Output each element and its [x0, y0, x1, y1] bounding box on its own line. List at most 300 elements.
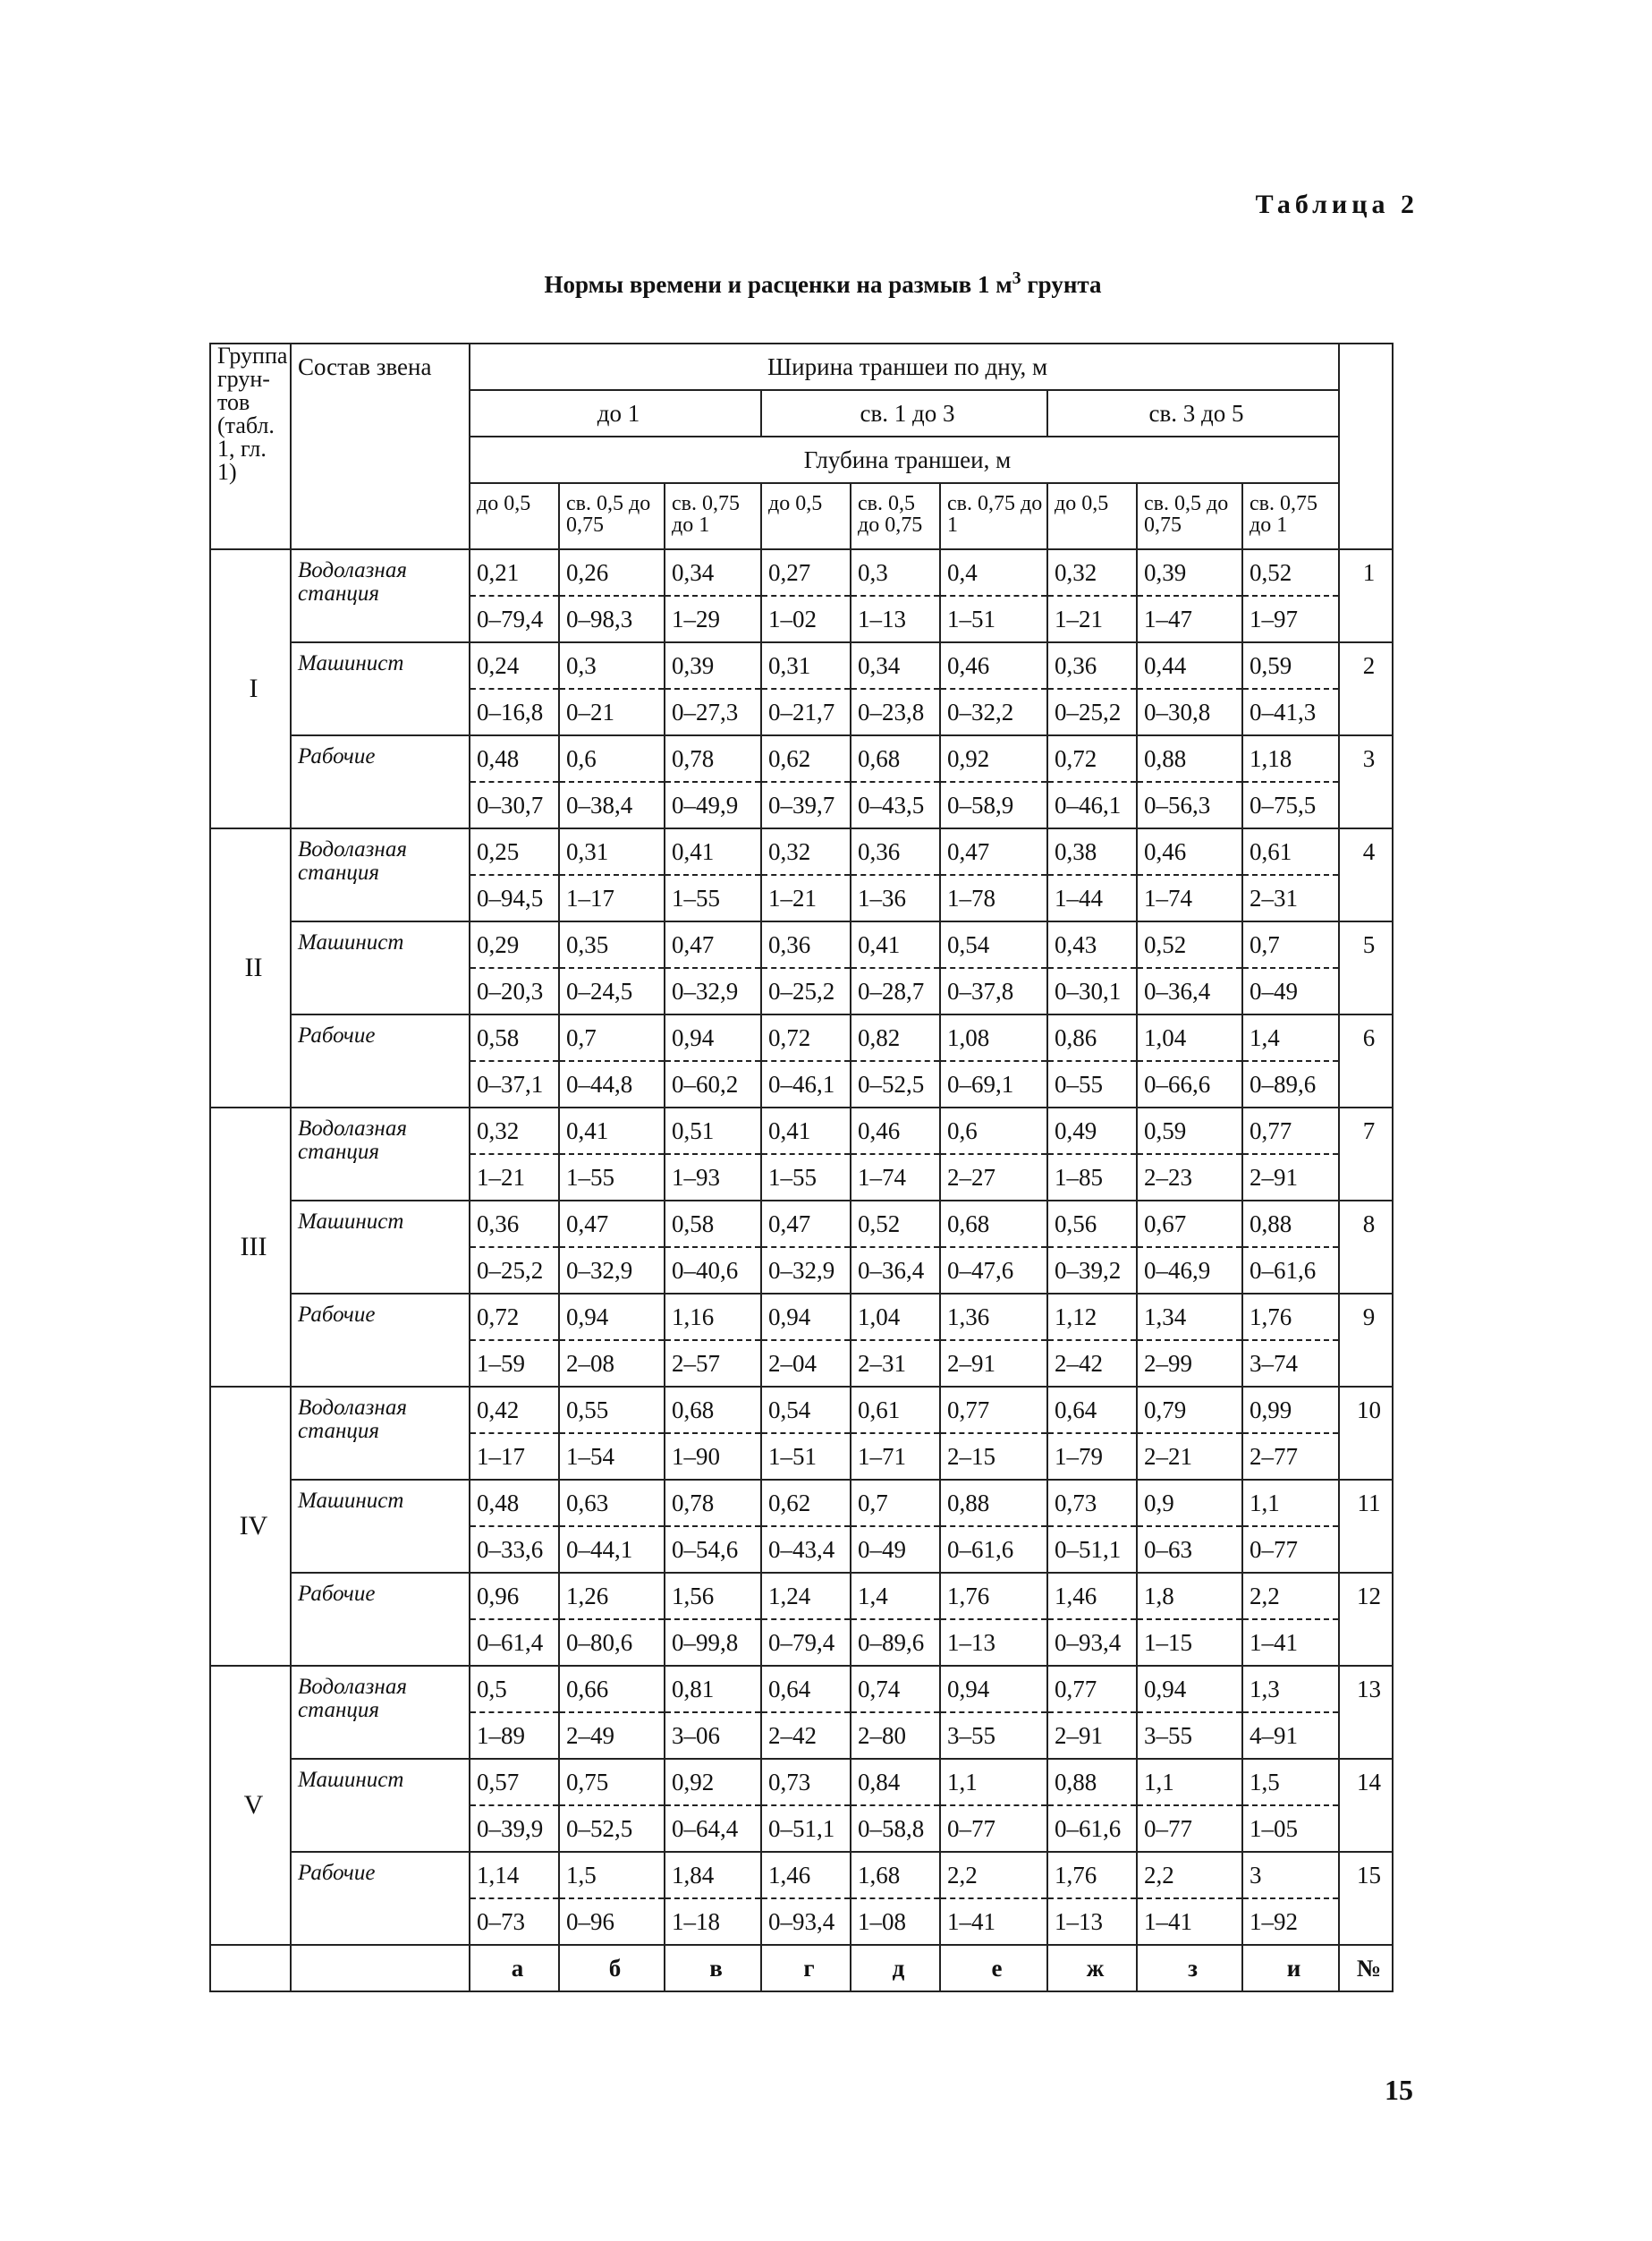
rate-value: 0–25,2 [470, 1247, 559, 1294]
time-norm-value: 3 [1242, 1852, 1339, 1898]
time-norm-value: 0,64 [1047, 1387, 1137, 1433]
time-norm-value: 0,48 [470, 1480, 559, 1526]
time-norm-value: 1,36 [940, 1294, 1047, 1340]
rate-value: 0–51,1 [1047, 1526, 1137, 1573]
rate-value: 2–04 [761, 1340, 851, 1387]
header-crew-column: Состав звена [291, 344, 470, 549]
time-norm-value: 0,52 [851, 1201, 940, 1247]
rate-value: 0–89,6 [851, 1619, 940, 1666]
time-norm-value: 0,4 [940, 549, 1047, 596]
header-width-title: Ширина траншеи по дну, м [470, 344, 1339, 390]
rate-value: 0–23,8 [851, 689, 940, 735]
time-norm-value: 1,5 [1242, 1759, 1339, 1805]
time-norm-value: 0,32 [1047, 549, 1137, 596]
time-norm-value: 0,86 [1047, 1014, 1137, 1061]
rate-value: 0–79,4 [470, 596, 559, 642]
crew-name: Рабочие [291, 1014, 470, 1108]
rate-value: 0–47,6 [940, 1247, 1047, 1294]
column-letter: и [1242, 1945, 1339, 1991]
time-norm-value: 0,82 [851, 1014, 940, 1061]
time-norm-value: 0,92 [665, 1759, 761, 1805]
table-row-norms [210, 1294, 1393, 1340]
time-norm-value: 0,6 [940, 1108, 1047, 1154]
row-number: 8 [1339, 1201, 1393, 1294]
time-norm-value: 0,32 [470, 1108, 559, 1154]
header-depth-range: св. 0,75 до 1 [665, 483, 761, 549]
rate-value: 1–93 [665, 1154, 761, 1201]
time-norm-value: 0,58 [470, 1014, 559, 1061]
time-norm-value: 0,88 [1242, 1201, 1339, 1247]
column-letter: в [665, 1945, 761, 1991]
time-norm-value: 1,1 [1137, 1759, 1242, 1805]
time-norm-value: 0,52 [1242, 549, 1339, 596]
rate-value: 1–44 [1047, 875, 1137, 921]
rate-value: 1–02 [761, 596, 851, 642]
rate-value: 1–71 [851, 1433, 940, 1480]
time-norm-value: 0,57 [470, 1759, 559, 1805]
table-row-norms [210, 549, 1393, 596]
rate-value: 3–55 [940, 1712, 1047, 1759]
rate-value: 2–08 [559, 1340, 665, 1387]
rate-value: 1–21 [1047, 596, 1137, 642]
time-norm-value: 1,34 [1137, 1294, 1242, 1340]
rate-value: 1–41 [1137, 1898, 1242, 1945]
time-norm-value: 0,99 [1242, 1387, 1339, 1433]
crew-name: Водолазная станция [291, 828, 470, 921]
crew-name: Водолазная станция [291, 1387, 470, 1480]
table-number-label: Таблица 2 [1255, 190, 1419, 219]
rate-value: 1–13 [940, 1619, 1047, 1666]
time-norm-value: 0,94 [1137, 1666, 1242, 1712]
rate-value: 0–55 [1047, 1061, 1137, 1108]
time-norm-value: 0,64 [761, 1666, 851, 1712]
row-number: 4 [1339, 828, 1393, 921]
rate-value: 0–61,6 [1047, 1805, 1137, 1852]
header-depth-range: св. 0,5 до 0,75 [559, 483, 665, 549]
column-letters-blank-group [210, 1945, 291, 1991]
rate-value: 0–93,4 [1047, 1619, 1137, 1666]
rate-value: 0–46,1 [1047, 782, 1137, 828]
rate-value: 1–89 [470, 1712, 559, 1759]
rate-value: 1–55 [559, 1154, 665, 1201]
time-norm-value: 0,36 [761, 921, 851, 968]
rate-value: 0–32,9 [761, 1247, 851, 1294]
rate-value: 0–24,5 [559, 968, 665, 1014]
table-caption [376, 268, 1270, 299]
time-norm-value: 1,84 [665, 1852, 761, 1898]
time-norm-value: 0,52 [1137, 921, 1242, 968]
rate-value: 0–32,9 [559, 1247, 665, 1294]
header-depth-range: до 0,5 [761, 483, 851, 549]
time-norm-value: 0,42 [470, 1387, 559, 1433]
norms-table [209, 343, 1394, 1992]
rate-value: 1–92 [1242, 1898, 1339, 1945]
rate-value: 0–32,9 [665, 968, 761, 1014]
rate-value: 0–79,4 [761, 1619, 851, 1666]
rate-value: 0–77 [1242, 1526, 1339, 1573]
crew-name: Водолазная станция [291, 549, 470, 642]
header-row-width-title [210, 344, 1393, 390]
time-norm-value: 0,43 [1047, 921, 1137, 968]
time-norm-value: 0,29 [470, 921, 559, 968]
rate-value: 2–91 [1242, 1154, 1339, 1201]
rate-value: 2–42 [761, 1712, 851, 1759]
table-row-norms [210, 735, 1393, 782]
rate-value: 1–97 [1242, 596, 1339, 642]
rate-value: 0–16,8 [470, 689, 559, 735]
time-norm-value: 0,3 [851, 549, 940, 596]
soil-group-label: V [210, 1666, 291, 1945]
time-norm-value: 0,88 [1137, 735, 1242, 782]
time-norm-value: 0,31 [761, 642, 851, 689]
rate-value: 1–15 [1137, 1619, 1242, 1666]
time-norm-value: 1,18 [1242, 735, 1339, 782]
rate-value: 2–23 [1137, 1154, 1242, 1201]
rate-value: 0–77 [940, 1805, 1047, 1852]
table-row-norms [210, 1759, 1393, 1805]
rate-value: 2–91 [940, 1340, 1047, 1387]
rate-value: 2–49 [559, 1712, 665, 1759]
time-norm-value: 0,63 [559, 1480, 665, 1526]
time-norm-value: 0,36 [470, 1201, 559, 1247]
time-norm-value: 0,51 [665, 1108, 761, 1154]
rate-value: 0–56,3 [1137, 782, 1242, 828]
column-letter: ж [1047, 1945, 1137, 1991]
time-norm-value: 0,94 [940, 1666, 1047, 1712]
time-norm-value: 1,04 [1137, 1014, 1242, 1061]
column-letter: г [761, 1945, 851, 1991]
time-norm-value: 0,55 [559, 1387, 665, 1433]
rate-value: 0–20,3 [470, 968, 559, 1014]
rate-value: 1–74 [851, 1154, 940, 1201]
time-norm-value: 1,76 [1242, 1294, 1339, 1340]
time-norm-value: 0,41 [559, 1108, 665, 1154]
crew-name: Машинист [291, 1201, 470, 1294]
time-norm-value: 1,12 [1047, 1294, 1137, 1340]
header-width-range: до 1 [470, 390, 761, 437]
time-norm-value: 0,46 [851, 1108, 940, 1154]
time-norm-value: 0,61 [851, 1387, 940, 1433]
rate-value: 2–80 [851, 1712, 940, 1759]
rate-value: 0–98,3 [559, 596, 665, 642]
column-letter: а [470, 1945, 559, 1991]
rate-value: 0–66,6 [1137, 1061, 1242, 1108]
time-norm-value: 0,47 [940, 828, 1047, 875]
rate-value: 0–58,8 [851, 1805, 940, 1852]
time-norm-value: 0,78 [665, 1480, 761, 1526]
rate-value: 2–99 [1137, 1340, 1242, 1387]
time-norm-value: 0,41 [665, 828, 761, 875]
time-norm-value: 0,44 [1137, 642, 1242, 689]
rate-value: 0–93,4 [761, 1898, 851, 1945]
time-norm-value: 0,46 [1137, 828, 1242, 875]
rate-value: 0–40,6 [665, 1247, 761, 1294]
time-norm-value: 0,47 [559, 1201, 665, 1247]
time-norm-value: 1,1 [940, 1759, 1047, 1805]
time-norm-value: 1,46 [761, 1852, 851, 1898]
page-number: 15 [1385, 2074, 1413, 2106]
time-norm-value: 0,25 [470, 828, 559, 875]
rate-value: 0–39,2 [1047, 1247, 1137, 1294]
rate-value: 2–31 [851, 1340, 940, 1387]
time-norm-value: 1,68 [851, 1852, 940, 1898]
time-norm-value: 0,54 [940, 921, 1047, 968]
crew-name: Рабочие [291, 1573, 470, 1666]
time-norm-value: 0,73 [1047, 1480, 1137, 1526]
time-norm-value: 0,73 [761, 1759, 851, 1805]
time-norm-value: 0,59 [1242, 642, 1339, 689]
rate-value: 0–37,1 [470, 1061, 559, 1108]
rate-value: 0–54,6 [665, 1526, 761, 1573]
rate-value: 0–39,9 [470, 1805, 559, 1852]
table-row-norms [210, 828, 1393, 875]
time-norm-value: 1,46 [1047, 1573, 1137, 1619]
rate-value: 0–61,4 [470, 1619, 559, 1666]
rate-value: 0–25,2 [761, 968, 851, 1014]
time-norm-value: 0,62 [761, 735, 851, 782]
rate-value: 1–13 [1047, 1898, 1137, 1945]
header-width-range: св. 1 до 3 [761, 390, 1047, 437]
rate-value: 1–78 [940, 875, 1047, 921]
rate-value: 1–55 [761, 1154, 851, 1201]
rate-value: 0–25,2 [1047, 689, 1137, 735]
time-norm-value: 0,94 [761, 1294, 851, 1340]
rate-value: 0–21,7 [761, 689, 851, 735]
rate-value: 0–36,4 [1137, 968, 1242, 1014]
time-norm-value: 0,32 [761, 828, 851, 875]
rate-value: 3–06 [665, 1712, 761, 1759]
table-row-norms [210, 1666, 1393, 1712]
time-norm-value: 0,75 [559, 1759, 665, 1805]
header-depth-range: св. 0,75 до 1 [940, 483, 1047, 549]
rate-value: 0–28,7 [851, 968, 940, 1014]
time-norm-value: 0,36 [851, 828, 940, 875]
caption-superscript: 3 [1012, 268, 1021, 288]
rate-value: 1–74 [1137, 875, 1242, 921]
crew-name: Машинист [291, 921, 470, 1014]
time-norm-value: 0,47 [665, 921, 761, 968]
rate-value: 0–64,4 [665, 1805, 761, 1852]
time-norm-value: 0,24 [470, 642, 559, 689]
time-norm-value: 0,68 [940, 1201, 1047, 1247]
rate-value: 1–51 [761, 1433, 851, 1480]
row-number: 2 [1339, 642, 1393, 735]
time-norm-value: 0,77 [1242, 1108, 1339, 1154]
table-row-norms [210, 642, 1393, 689]
row-number: 12 [1339, 1573, 1393, 1666]
header-depth-range: св. 0,5 до 0,75 [1137, 483, 1242, 549]
rate-value: 0–60,2 [665, 1061, 761, 1108]
time-norm-value: 0,72 [470, 1294, 559, 1340]
time-norm-value: 1,04 [851, 1294, 940, 1340]
time-norm-value: 0,68 [851, 735, 940, 782]
rate-value: 0–52,5 [851, 1061, 940, 1108]
rate-value: 0–46,9 [1137, 1247, 1242, 1294]
rate-value: 0–38,4 [559, 782, 665, 828]
time-norm-value: 0,7 [851, 1480, 940, 1526]
time-norm-value: 0,68 [665, 1387, 761, 1433]
time-norm-value: 0,58 [665, 1201, 761, 1247]
rate-value: 2–27 [940, 1154, 1047, 1201]
rate-value: 2–31 [1242, 875, 1339, 921]
rate-value: 0–58,9 [940, 782, 1047, 828]
time-norm-value: 0,21 [470, 549, 559, 596]
rate-value: 1–21 [470, 1154, 559, 1201]
time-norm-value: 0,74 [851, 1666, 940, 1712]
soil-group-label: IV [210, 1387, 291, 1666]
rate-value: 0–96 [559, 1898, 665, 1945]
time-norm-value: 2,2 [1242, 1573, 1339, 1619]
rate-value: 0–32,2 [940, 689, 1047, 735]
rate-value: 1–41 [1242, 1619, 1339, 1666]
time-norm-value: 0,35 [559, 921, 665, 968]
rate-value: 1–90 [665, 1433, 761, 1480]
header-width-range: св. 3 до 5 [1047, 390, 1339, 437]
row-number: 14 [1339, 1759, 1393, 1852]
time-norm-value: 0,94 [665, 1014, 761, 1061]
row-number: 1 [1339, 549, 1393, 642]
rate-value: 1–17 [470, 1433, 559, 1480]
time-norm-value: 0,7 [1242, 921, 1339, 968]
rate-value: 0–30,8 [1137, 689, 1242, 735]
time-norm-value: 0,92 [940, 735, 1047, 782]
time-norm-value: 1,76 [1047, 1852, 1137, 1898]
rate-value: 1–55 [665, 875, 761, 921]
rate-value: 1–08 [851, 1898, 940, 1945]
column-letters-row [210, 1945, 1393, 1991]
rate-value: 1–17 [559, 875, 665, 921]
crew-name: Машинист [291, 1759, 470, 1852]
crew-name: Машинист [291, 642, 470, 735]
time-norm-value: 0,26 [559, 549, 665, 596]
row-number: 11 [1339, 1480, 1393, 1573]
rate-value: 0–51,1 [761, 1805, 851, 1852]
rate-value: 0–43,5 [851, 782, 940, 828]
time-norm-value: 0,49 [1047, 1108, 1137, 1154]
rate-value: 0–94,5 [470, 875, 559, 921]
time-norm-value: 2,2 [940, 1852, 1047, 1898]
time-norm-value: 0,94 [559, 1294, 665, 1340]
rate-value: 1–51 [940, 596, 1047, 642]
time-norm-value: 0,41 [851, 921, 940, 968]
rate-value: 1–05 [1242, 1805, 1339, 1852]
row-number: 7 [1339, 1108, 1393, 1201]
time-norm-value: 0,9 [1137, 1480, 1242, 1526]
rate-value: 4–91 [1242, 1712, 1339, 1759]
caption-tail: грунта [1021, 271, 1102, 298]
time-norm-value: 0,38 [1047, 828, 1137, 875]
header-depth-range: св. 0,75 до 1 [1242, 483, 1339, 549]
row-number: 5 [1339, 921, 1393, 1014]
header-group-column: Группа грун- тов (табл. 1, гл. 1) [210, 344, 291, 549]
time-norm-value: 0,39 [665, 642, 761, 689]
time-norm-value: 0,81 [665, 1666, 761, 1712]
rate-value: 0–61,6 [1242, 1247, 1339, 1294]
rate-value: 0–33,6 [470, 1526, 559, 1573]
rate-value: 1–36 [851, 875, 940, 921]
rate-value: 0–30,1 [1047, 968, 1137, 1014]
rate-value: 0–69,1 [940, 1061, 1047, 1108]
header-row-number-column [1339, 344, 1393, 549]
crew-name: Рабочие [291, 1852, 470, 1945]
rate-value: 0–44,8 [559, 1061, 665, 1108]
rate-value: 2–21 [1137, 1433, 1242, 1480]
rate-value: 0–61,6 [940, 1526, 1047, 1573]
time-norm-value: 0,56 [1047, 1201, 1137, 1247]
rate-value: 3–74 [1242, 1340, 1339, 1387]
time-norm-value: 1,56 [665, 1573, 761, 1619]
table-row-norms [210, 1014, 1393, 1061]
time-norm-value: 2,2 [1137, 1852, 1242, 1898]
table-row-norms [210, 1480, 1393, 1526]
rate-value: 1–13 [851, 596, 940, 642]
row-number: 15 [1339, 1852, 1393, 1945]
rate-value: 0–44,1 [559, 1526, 665, 1573]
rate-value: 1–21 [761, 875, 851, 921]
rate-value: 0–37,8 [940, 968, 1047, 1014]
time-norm-value: 0,79 [1137, 1387, 1242, 1433]
rate-value: 3–55 [1137, 1712, 1242, 1759]
rate-value: 0–80,6 [559, 1619, 665, 1666]
table-row-norms [210, 921, 1393, 968]
time-norm-value: 1,4 [851, 1573, 940, 1619]
crew-name: Машинист [291, 1480, 470, 1573]
rate-value: 1–54 [559, 1433, 665, 1480]
rate-value: 0–52,5 [559, 1805, 665, 1852]
time-norm-value: 0,61 [1242, 828, 1339, 875]
caption-text: Нормы времени и расценки на размыв 1 м [544, 271, 1012, 298]
soil-group-label: II [210, 828, 291, 1108]
row-number: 9 [1339, 1294, 1393, 1387]
crew-name: Водолазная станция [291, 1108, 470, 1201]
crew-name: Рабочие [291, 1294, 470, 1387]
row-number: 13 [1339, 1666, 1393, 1759]
time-norm-value: 1,26 [559, 1573, 665, 1619]
time-norm-value: 1,3 [1242, 1666, 1339, 1712]
table-body [210, 549, 1393, 1991]
rate-value: 1–29 [665, 596, 761, 642]
time-norm-value: 1,8 [1137, 1573, 1242, 1619]
time-norm-value: 1,5 [559, 1852, 665, 1898]
time-norm-value: 0,67 [1137, 1201, 1242, 1247]
rate-value: 1–18 [665, 1898, 761, 1945]
time-norm-value: 0,72 [761, 1014, 851, 1061]
rate-value: 2–57 [665, 1340, 761, 1387]
time-norm-value: 0,88 [940, 1480, 1047, 1526]
column-letter: з [1137, 1945, 1242, 1991]
row-number: 6 [1339, 1014, 1393, 1108]
rate-value: 0–49,9 [665, 782, 761, 828]
time-norm-value: 0,66 [559, 1666, 665, 1712]
time-norm-value: 0,88 [1047, 1759, 1137, 1805]
column-letter: д [851, 1945, 940, 1991]
rate-value: 1–41 [940, 1898, 1047, 1945]
table-row-norms [210, 1573, 1393, 1619]
time-norm-value: 0,77 [1047, 1666, 1137, 1712]
rate-value: 0–49 [1242, 968, 1339, 1014]
column-letter: б [559, 1945, 665, 1991]
time-norm-value: 1,16 [665, 1294, 761, 1340]
time-norm-value: 0,5 [470, 1666, 559, 1712]
time-norm-value: 1,76 [940, 1573, 1047, 1619]
row-number: 10 [1339, 1387, 1393, 1480]
time-norm-value: 1,24 [761, 1573, 851, 1619]
time-norm-value: 0,41 [761, 1108, 851, 1154]
time-norm-value: 0,72 [1047, 735, 1137, 782]
rate-value: 0–21 [559, 689, 665, 735]
time-norm-value: 0,48 [470, 735, 559, 782]
rate-value: 0–30,7 [470, 782, 559, 828]
